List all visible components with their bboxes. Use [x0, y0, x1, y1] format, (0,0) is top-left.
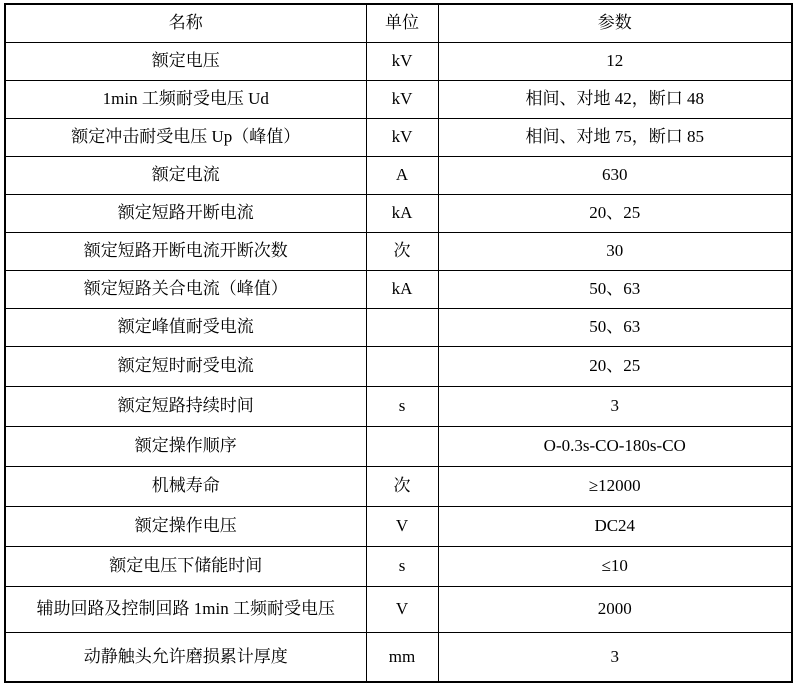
cell-param: O-0.3s-CO-180s-CO — [438, 426, 792, 466]
cell-name: 额定电压下储能时间 — [5, 546, 366, 586]
cell-param: 相间、对地 42，断口 48 — [438, 80, 792, 118]
table-header-row — [5, 4, 792, 42]
cell-unit: 次 — [366, 232, 438, 270]
cell-unit: kV — [366, 42, 438, 80]
cell-name: 额定短路开断电流 — [5, 194, 366, 232]
cell-param: 3 — [438, 386, 792, 426]
cell-param: 30 — [438, 232, 792, 270]
table-row — [5, 232, 792, 270]
cell-name: 额定操作顺序 — [5, 426, 366, 466]
cell-unit: kA — [366, 270, 438, 308]
cell-name: 1min 工频耐受电压 Ud — [5, 80, 366, 118]
cell-name: 额定冲击耐受电压 Up（峰值） — [5, 118, 366, 156]
cell-name: 额定电压 — [5, 42, 366, 80]
cell-unit: s — [366, 546, 438, 586]
table-row — [5, 546, 792, 586]
table-row — [5, 42, 792, 80]
cell-name: 机械寿命 — [5, 466, 366, 506]
column-header-unit: 单位 — [366, 4, 438, 42]
table-row — [5, 386, 792, 426]
cell-param: 50、63 — [438, 270, 792, 308]
cell-param: DC24 — [438, 506, 792, 546]
spec-table — [4, 3, 793, 683]
table-row — [5, 270, 792, 308]
cell-unit: 次 — [366, 466, 438, 506]
cell-name: 额定电流 — [5, 156, 366, 194]
cell-name: 额定峰值耐受电流 — [5, 308, 366, 346]
cell-name: 辅助回路及控制回路 1min 工频耐受电压 — [5, 586, 366, 632]
table-row — [5, 118, 792, 156]
cell-param: 相间、对地 75，断口 85 — [438, 118, 792, 156]
cell-param: 12 — [438, 42, 792, 80]
table-row — [5, 506, 792, 546]
table-row — [5, 346, 792, 386]
table-row — [5, 156, 792, 194]
cell-unit: kA — [366, 194, 438, 232]
table-row — [5, 632, 792, 682]
cell-unit: V — [366, 506, 438, 546]
cell-unit: kV — [366, 80, 438, 118]
cell-param: 3 — [438, 632, 792, 682]
cell-param: 2000 — [438, 586, 792, 632]
cell-param: 50、63 — [438, 308, 792, 346]
table-row — [5, 466, 792, 506]
cell-unit: V — [366, 586, 438, 632]
cell-unit — [366, 346, 438, 386]
column-header-param: 参数 — [438, 4, 792, 42]
table-row — [5, 586, 792, 632]
table-row — [5, 80, 792, 118]
cell-name: 额定短路关合电流（峰值） — [5, 270, 366, 308]
cell-param: 20、25 — [438, 194, 792, 232]
table-row — [5, 308, 792, 346]
cell-param: ≥12000 — [438, 466, 792, 506]
cell-param: 630 — [438, 156, 792, 194]
cell-param: ≤10 — [438, 546, 792, 586]
column-header-name: 名称 — [5, 4, 366, 42]
cell-unit — [366, 426, 438, 466]
cell-unit: A — [366, 156, 438, 194]
cell-name: 额定操作电压 — [5, 506, 366, 546]
cell-name: 动静触头允许磨损累计厚度 — [5, 632, 366, 682]
cell-name: 额定短路开断电流开断次数 — [5, 232, 366, 270]
cell-unit: s — [366, 386, 438, 426]
cell-name: 额定短路持续时间 — [5, 386, 366, 426]
table-row — [5, 194, 792, 232]
cell-param: 20、25 — [438, 346, 792, 386]
cell-unit: kV — [366, 118, 438, 156]
cell-unit: mm — [366, 632, 438, 682]
cell-unit — [366, 308, 438, 346]
cell-name: 额定短时耐受电流 — [5, 346, 366, 386]
table-row — [5, 426, 792, 466]
